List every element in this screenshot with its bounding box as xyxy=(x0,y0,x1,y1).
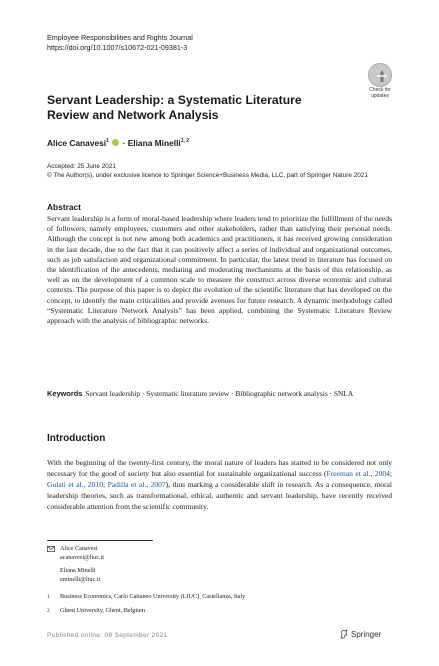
crossmark-icon xyxy=(375,69,389,83)
publisher-name: Springer xyxy=(351,629,382,639)
check-for-updates-badge[interactable] xyxy=(366,63,394,101)
contact-email[interactable]: eminelli@liuc.it xyxy=(60,575,101,583)
keywords xyxy=(47,389,392,399)
contact-name: Eliana Minelli xyxy=(60,567,96,575)
footnote-divider xyxy=(47,540,153,541)
doi-link[interactable]: https://doi.org/10.1007/s10672-021-09381-3 xyxy=(47,43,188,52)
author-separator: · xyxy=(122,137,128,148)
citation-link[interactable]: Gulati et al., 2010 xyxy=(47,480,103,489)
intro-text: ; xyxy=(389,469,393,478)
author-affiliation-sup: 1 xyxy=(106,138,109,144)
footnotes xyxy=(47,545,247,616)
affiliation-item xyxy=(47,593,247,602)
springer-horse-icon xyxy=(340,629,348,639)
section-heading-introduction: Introduction xyxy=(47,433,106,444)
intro-text: With the beginning of the twenty-first century, the moral nature of leaders has started to be considered not only necessary for the good of society but also essential for sustainable organizational success ( xyxy=(47,458,392,478)
affiliation-number: 1 xyxy=(47,594,50,601)
intro-text: ; xyxy=(103,480,108,489)
journal-name: Employee Responsibilities and Rights Journal xyxy=(47,33,193,42)
crossmark-line2: updates xyxy=(371,92,389,99)
contact-name: Alice Canavesi xyxy=(60,545,98,552)
published-online-date: Published online: 08 September 2021 xyxy=(47,632,168,639)
abstract-heading: Abstract xyxy=(47,202,81,212)
author-name[interactable]: Eliana Minelli xyxy=(127,137,181,148)
introduction-paragraph xyxy=(47,457,392,512)
author-name[interactable]: Alice Canavesi xyxy=(47,137,107,148)
article-dates xyxy=(47,162,407,180)
intro-text: ), thus marking a considerable shift in research. As a consequence, moral leadership theories, such as transformational, ethical, authentic and servant leadership, have recently received considerable attention from the scientific community. xyxy=(47,480,392,511)
author-list xyxy=(47,136,189,149)
author-affiliation-sup: 1, 2 xyxy=(180,138,190,144)
affiliation-item xyxy=(47,607,247,616)
springer-logo xyxy=(340,629,381,639)
contact-block xyxy=(47,545,247,584)
citation-link[interactable]: Padilla et al., 2007 xyxy=(107,480,166,489)
citation-link[interactable]: Freeman et al., 2004 xyxy=(326,469,390,478)
journal-header xyxy=(47,33,347,53)
keywords-text: Servant leadership · Systematic literature review · Bibliographic network analysis · SNLA xyxy=(85,389,354,398)
affiliation-number: 2 xyxy=(47,607,50,614)
abstract-text: Servant leadership is a form of moral-based leadership where leaders tend to prioritize the fulfillment of the needs of followers, namely employees, customers and other stakeholders, rather than satisfying their personal needs. Although the concept is not new among both academics and practitioners, it has received growing consideration in the last decade, due to the fact that it can positively affect a series of individual and organizational outcomes, such as job satisfaction and organizational commitment. In particular, the latest trend in literature has focused on the identification of the antecedents, mediating and moderating mechanisms at the basis of this relationship, as well as on the development of a common scale to measure the construct across diverse economic and cultural contexts. The purpose of this paper is to depict the evolution of the scientific literature that has developed on the concept, to identify the main criticalities and provide avenues for future research. A dynamic methodology called “Systematic Literature Network Analysis” has been applied, combining the Systematic Literature Review approach with the analysis of bibliographic networks. xyxy=(47,214,392,326)
accepted-date: Accepted: 25 June 2021 xyxy=(47,163,116,170)
article-title: Servant Leadership: a Systematic Literature Review and Network Analysis xyxy=(47,93,302,122)
affiliation-text: Business Economics, Carlo Cattaneo University (LIUC), Castellanza, Italy xyxy=(60,593,246,601)
contact-email[interactable]: acanavesi@liuc.it xyxy=(60,553,105,561)
crossmark-circle xyxy=(368,63,392,87)
copyright-line: © The Author(s), under exclusive licence to Springer Science+Business Media, LLC, part of Springer Nature 2021 xyxy=(47,172,368,179)
crossmark-line1: Check for xyxy=(369,87,391,93)
orcid-icon[interactable] xyxy=(112,139,119,146)
affiliation-text: Ghent University, Ghent, Belgium xyxy=(60,606,146,614)
keywords-label: Keywords xyxy=(47,389,83,398)
envelope-icon xyxy=(47,546,55,552)
